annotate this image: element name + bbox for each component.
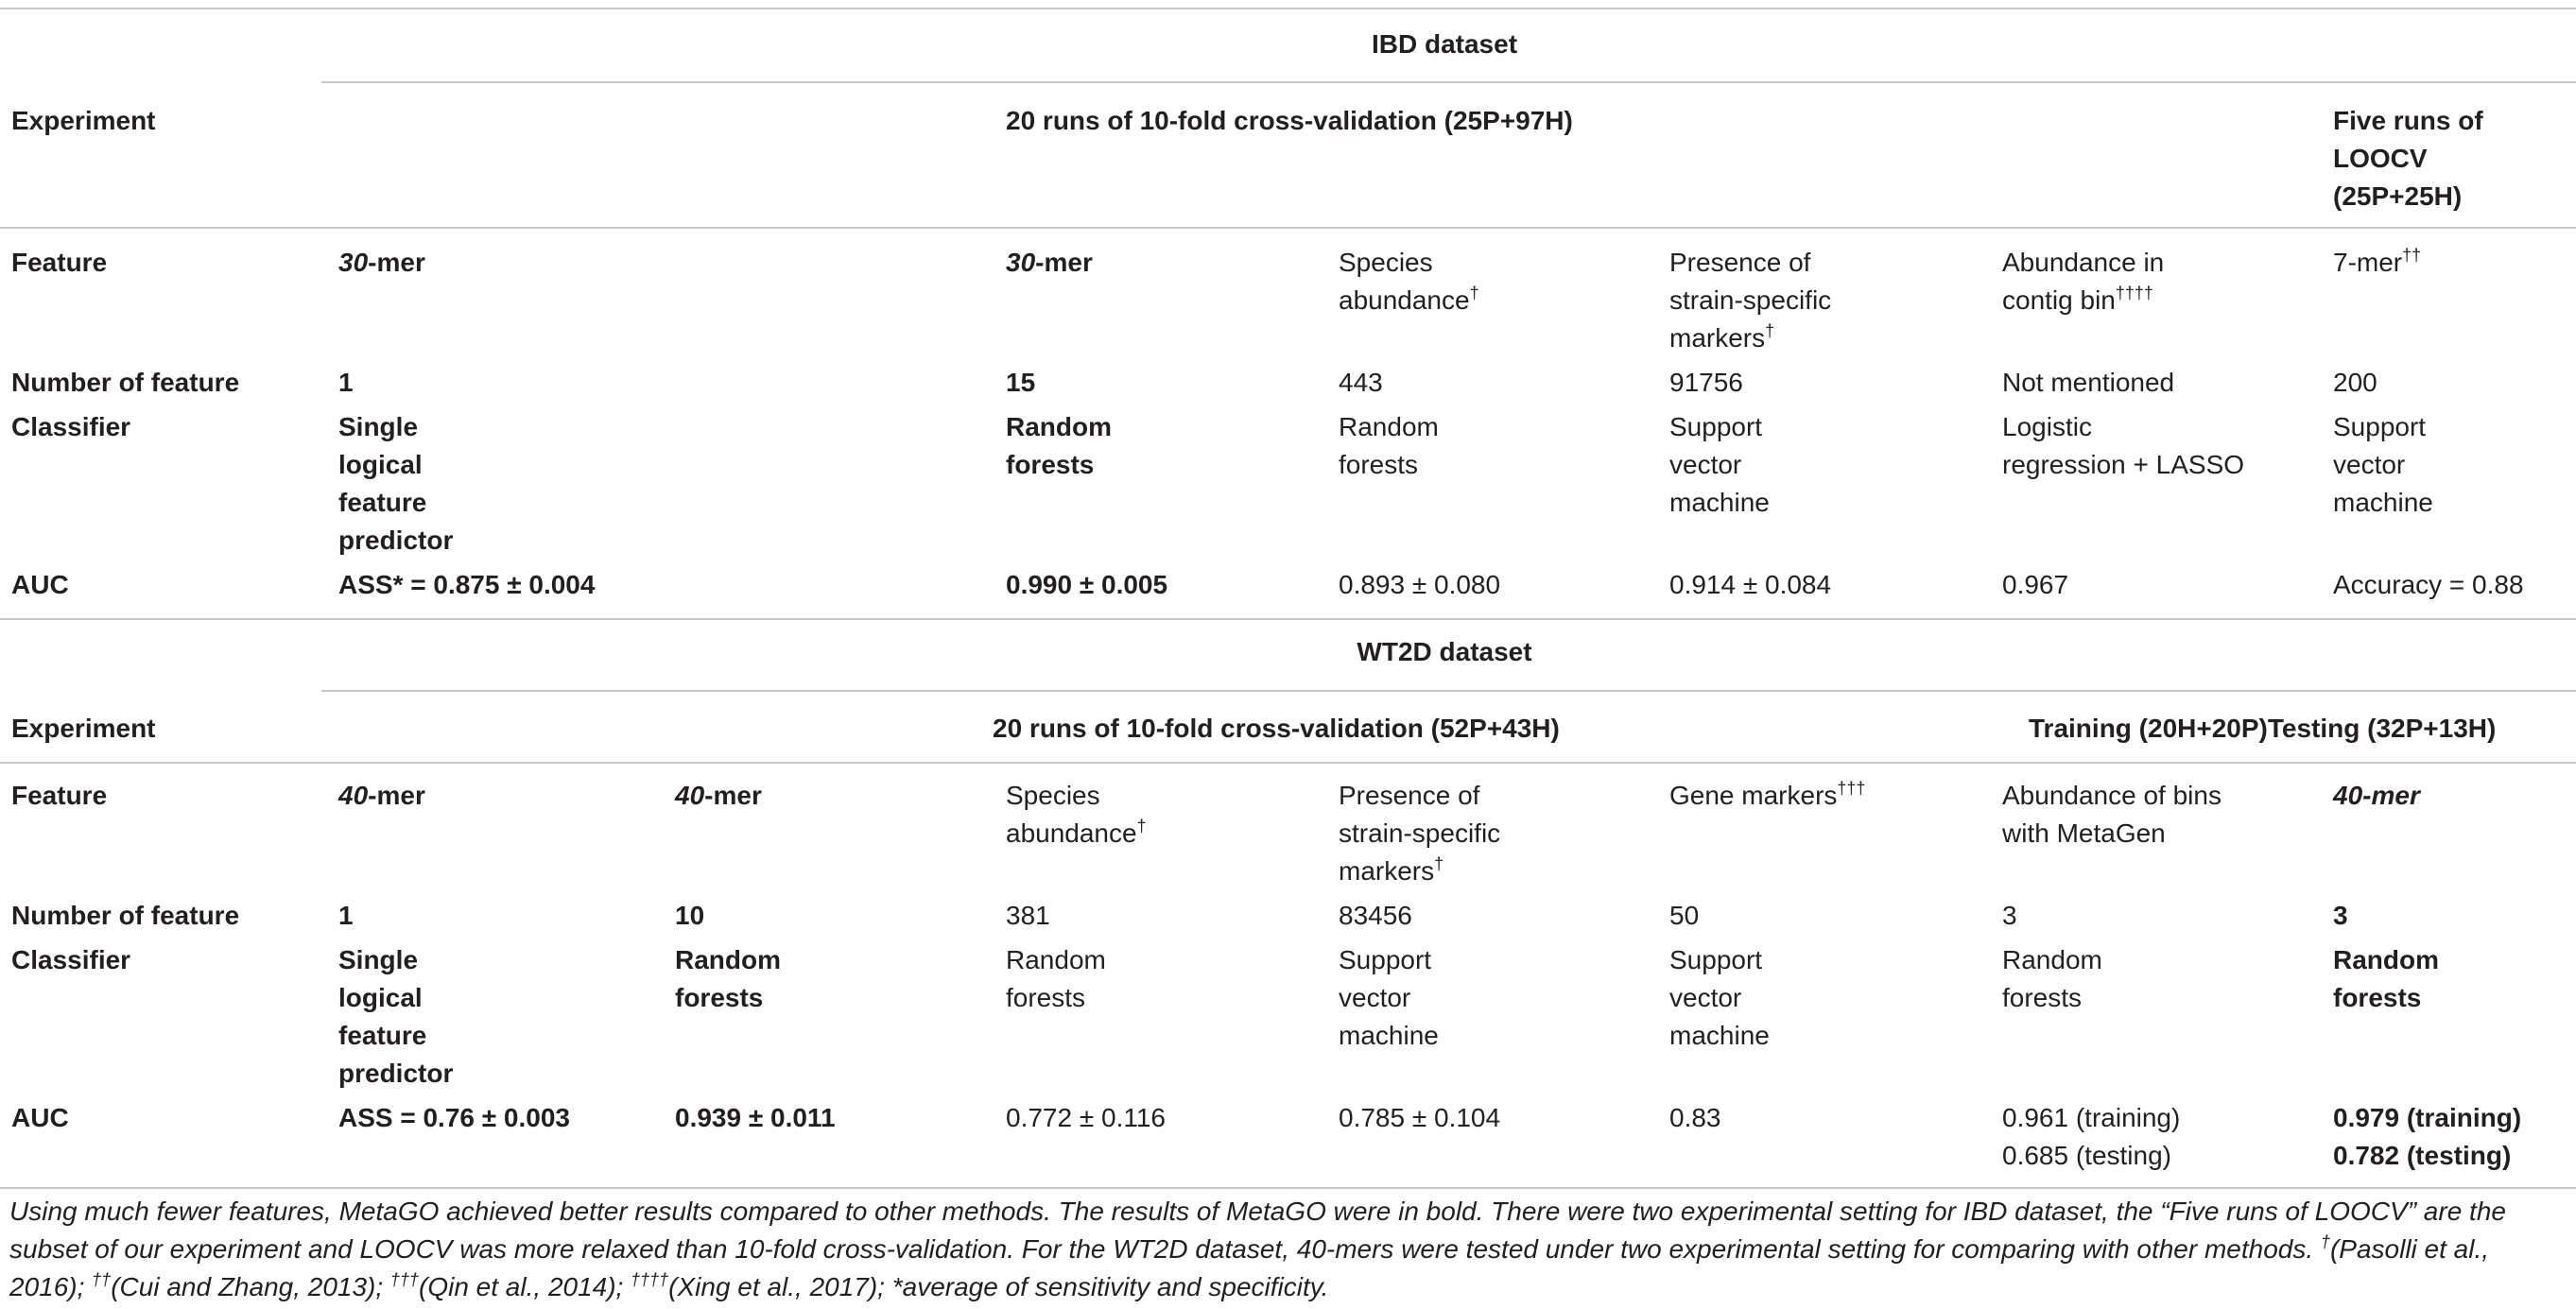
classifier-line: Random [2333,945,2439,974]
classifier-line: Random [1006,945,1106,974]
classifier-line: feature [338,488,427,517]
classifier-line: forests [1006,450,1095,479]
auc-line: 0.782 (testing) [2333,1141,2512,1170]
ibd-number-cell-1: 1 [338,368,354,397]
wt2d-experiment-rule [0,762,2576,764]
wt2d-feature-cell-7: 40-mer [2333,781,2420,810]
wt2d-experiment-cv: 20 runs of 10-fold cross-validation (52P+43H) [993,714,1560,743]
ibd-classifier-cell-1 [338,408,453,560]
wt2d-classifier-cell-1 [338,941,453,1093]
classifier-line: predictor [338,1059,454,1088]
ibd-classifier-cell-5 [2002,408,2244,484]
footnote-mark: †† [2402,246,2422,265]
classifier-line: Logistic [2002,412,2092,441]
classifier-line: Support [1669,945,1763,974]
ibd-loocv-line-1: Five runs of [2333,106,2483,135]
ibd-experiment-loocv [2333,102,2483,215]
kmer-length: 40 [338,781,369,810]
wt2d-auc-cell-2: 0.939 ± 0.011 [675,1103,836,1132]
ibd-loocv-line-3: (25P+25H) [2333,181,2463,211]
wt2d-dataset-title: WT2D dataset [1357,637,1532,666]
kmer-length: 30 [1006,248,1036,277]
kmer-length: 30 [338,248,369,277]
feature-line: with MetaGen [2002,818,2166,848]
feature-line: markers [1669,323,1766,353]
footnote-mark: † [1765,321,1775,340]
ibd-number-cell-4: 91756 [1669,368,1743,397]
classifier-line: Random [2002,945,2102,974]
ibd-feature-cell-2 [1006,244,1093,282]
classifier-line: machine [1339,1021,1439,1050]
wt2d-classifier-cell-3 [1006,941,1106,1017]
feature-line: Abundance of bins [2002,781,2222,810]
feature-line: strain-specific [1669,285,1832,315]
ibd-loocv-line-2: LOOCV [2333,144,2428,173]
ibd-number-label: Number of feature [11,368,240,397]
classifier-line: Random [1006,412,1112,441]
table-bottom-rule [0,1187,2576,1189]
wt2d-feature-label: Feature [11,781,108,810]
wt2d-feature-cell-2 [675,777,762,815]
wt2d-number-cell-2: 10 [675,901,705,930]
feature-line: 7-mer [2333,248,2403,277]
footnote-mark: †† [92,1270,112,1289]
ibd-classifier-cell-4 [1669,408,1770,522]
classifier-line: Support [2333,412,2427,441]
ibd-feature-cell-3 [1339,244,1479,319]
footnote-mark: † [2320,1232,2330,1251]
feature-line: Presence of [1339,781,1480,810]
classifier-line: forests [2002,983,2083,1012]
wt2d-classifier-cell-4 [1339,941,1439,1055]
ibd-auc-cell-2: 0.990 ± 0.005 [1006,570,1168,599]
wt2d-number-cell-6: 3 [2002,901,2017,930]
wt2d-number-cell-1: 1 [338,901,354,930]
caption-line-3 [9,1268,2562,1306]
classifier-line: Support [1339,945,1432,974]
wt2d-auc-cell-4: 0.785 ± 0.104 [1339,1103,1501,1132]
footnote-mark: † [1469,284,1479,302]
feature-line: abundance [1339,285,1470,315]
classifier-line: machine [1669,488,1770,517]
feature-line: Gene markers [1669,781,1838,810]
caption-line-2: subset of our experiment and LOOCV was more relaxed than 10-fold cross-validation. For the WT2D dataset, 40-mers were tested under two experimental setting for comparing with other methods. †(Pasolli et al., [9,1232,2490,1264]
wt2d-classifier-cell-6 [2002,941,2102,1017]
reference: (Pasolli et al., [2329,1234,2490,1264]
classifier-line: vector [1669,450,1742,479]
classifier-line: Single [338,412,419,441]
ibd-auc-cell-4: 0.914 ± 0.084 [1669,570,1832,599]
feature-line: Abundance in [2002,248,2165,277]
ibd-classifier-cell-3 [1339,408,1439,484]
wt2d-title-rule [321,690,2576,692]
classifier-line: forests [1339,450,1419,479]
ibd-dataset-title: IBD dataset [1371,29,1518,59]
wt2d-auc-label: AUC [11,1103,69,1132]
kmer-suffix: -mer [704,781,762,810]
ibd-auc-cell-1: ASS* = 0.875 ± 0.004 [338,570,596,599]
top-rule [0,8,2576,9]
table-caption [9,1193,2562,1306]
wt2d-experiment-label: Experiment [11,714,156,743]
classifier-line: logical [338,983,423,1012]
classifier-line: Support [1669,412,1763,441]
classifier-line: Single [338,945,419,974]
classifier-line: regression + LASSO [2002,450,2245,479]
classifier-line: Random [1339,412,1439,441]
kmer-suffix: -mer [368,781,425,810]
ibd-bottom-rule [0,618,2576,620]
auc-line: 0.961 (training) [2002,1103,2181,1132]
ibd-auc-cell-5: 0.967 [2002,570,2069,599]
feature-line: markers [1339,856,1435,886]
ibd-feature-cell-5 [2002,244,2164,319]
ibd-title-rule [321,81,2576,83]
classifier-line: forests [1006,983,1086,1012]
ibd-feature-cell-1 [338,244,425,282]
ibd-feature-label: Feature [11,248,108,277]
wt2d-feature-cell-5 [1669,777,1865,815]
caption-line-1: Using much fewer features, MetaGO achieved better results compared to other methods. The results of MetaGO were in bold. There were two experimental setting for IBD dataset, the “Five runs of LOOCV” are the [9,1197,2506,1226]
footnote-mark: † [1136,817,1147,835]
wt2d-feature-cell-1 [338,777,425,815]
feature-line: Species [1339,248,1433,277]
classifier-line: logical [338,450,423,479]
kmer-suffix: -mer [1035,248,1093,277]
ibd-classifier-cell-6 [2333,408,2433,522]
ibd-feature-cell-6 [2333,244,2421,282]
reference: (Cui and Zhang, 2013); [111,1272,390,1301]
wt2d-number-cell-4: 83456 [1339,901,1412,930]
wt2d-feature-cell-3 [1006,777,1147,853]
classifier-line: vector [1339,983,1411,1012]
wt2d-feature-cell-4 [1339,777,1500,890]
auc-line: 0.685 (testing) [2002,1141,2171,1170]
classifier-line: vector [2333,450,2406,479]
classifier-line: Random [675,945,781,974]
kmer-suffix: -mer [368,248,425,277]
wt2d-auc-cell-5: 0.83 [1669,1103,1721,1132]
wt2d-feature-cell-6 [2002,777,2222,853]
feature-line: abundance [1006,818,1137,848]
wt2d-auc-cell-6 [2002,1099,2180,1175]
ibd-classifier-label: Classifier [11,412,131,441]
classifier-line: machine [1669,1021,1770,1050]
classifier-line: forests [2333,983,2422,1012]
feature-line: Species [1006,781,1100,810]
wt2d-number-cell-5: 50 [1669,901,1700,930]
classifier-line: vector [1669,983,1742,1012]
ibd-feature-cell-4 [1669,244,1831,357]
wt2d-number-cell-7: 3 [2333,901,2348,930]
ibd-number-cell-5: Not mentioned [2002,368,2175,397]
kmer-length: 40 [675,781,705,810]
ibd-auc-cell-6: Accuracy = 0.88 [2333,570,2524,599]
wt2d-classifier-label: Classifier [11,945,131,974]
wt2d-classifier-cell-7 [2333,941,2439,1017]
classifier-line: feature [338,1021,427,1050]
wt2d-auc-cell-3: 0.772 ± 0.116 [1006,1103,1166,1132]
feature-line: Presence of [1669,248,1811,277]
wt2d-auc-cell-7 [2333,1099,2521,1175]
ibd-auc-cell-3: 0.893 ± 0.080 [1339,570,1501,599]
ibd-experiment-cv: 20 runs of 10-fold cross-validation (25P+97H) [1006,106,1573,135]
auc-line: 0.979 (training) [2333,1103,2522,1132]
classifier-line: predictor [338,525,454,555]
ibd-number-cell-3: 443 [1339,368,1383,397]
footnote-mark: ††† [389,1270,419,1289]
wt2d-number-cell-3: 381 [1006,901,1050,930]
wt2d-auc-cell-1: ASS = 0.76 ± 0.003 [338,1103,570,1132]
wt2d-number-label: Number of feature [11,901,240,930]
ibd-auc-label: AUC [11,570,69,599]
classifier-line: machine [2333,488,2433,517]
reference: (Qin et al., 2014); [419,1272,631,1301]
reference: (Xing et al., 2017); *average of sensitivity and specificity. [668,1272,1329,1301]
feature-line: contig bin [2002,285,2116,315]
footnote-mark: †††† [631,1270,669,1289]
reference: 2016); [9,1272,93,1301]
wt2d-classifier-cell-2 [675,941,781,1017]
footnote-mark: † [1434,854,1444,873]
ibd-number-cell-2: 15 [1006,368,1036,397]
ibd-experiment-label: Experiment [11,106,156,135]
wt2d-experiment-train-test: Training (20H+20P)Testing (32P+13H) [2029,714,2497,743]
wt2d-classifier-cell-5 [1669,941,1770,1055]
footnote-mark: ††† [1837,779,1866,798]
ibd-classifier-cell-2 [1006,408,1112,484]
ibd-experiment-rule [0,227,2576,229]
ibd-number-cell-6: 200 [2333,368,2377,397]
classifier-line: forests [675,983,764,1012]
footnote-mark: †††† [2115,284,2153,302]
feature-line: strain-specific [1339,818,1501,848]
